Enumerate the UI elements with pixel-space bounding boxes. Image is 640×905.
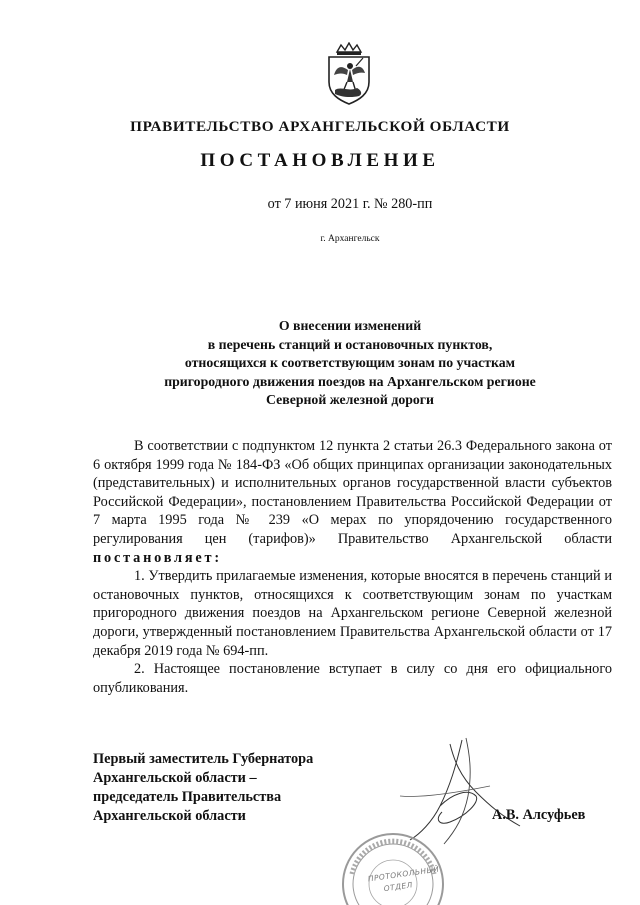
signer-position-line: Архангельской области – [93,770,257,786]
svg-text:ОТДЕЛ: ОТДЕЛ [383,880,414,894]
government-name: ПРАВИТЕЛЬСТВО АРХАНГЕЛЬСКОЙ ОБЛАСТИ [130,118,510,135]
arkhangelsk-coat-of-arms-icon [323,42,375,106]
title-line: в перечень станций и остановочных пунктов, [207,336,493,352]
document-title [0,317,640,410]
date-and-number: от 7 июня 2021 г. № 280-пп [267,196,433,212]
stamp-seal-icon [338,826,448,905]
title-line: пригородного движения поездов на Архангельском регионе [164,373,536,389]
item-1-paragraph: 1. Утвердить прилагаемые изменения, которые вносятся в перечень станций и остановочных пунктов, относящихся к соответствующим зонам по участкам пригородного движения поездов на Архангельском регионе Северной железной дороги, утвержденный постановлением Правительства Архангельской области от 17 декабря 2019 года № 694-пп. [93,568,612,659]
svg-text:ПРОТОКОЛЬНЫЙ: ПРОТОКОЛЬНЫЙ [367,864,440,884]
preamble-text: В соответствии с подпунктом 12 пункта 2 статьи 26.3 Федерального закона от 6 октября 1999 года № 184-ФЗ «Об общих принципах организации законодательных (представительных) и исполнительных органов государственной власти субъектов Российской Федерации», постановлением Правительства Российской Федерации от 7 марта 1995 года № 239 «О мерах по упорядочению государственного регулирования цен (тарифов)» Правительство Архангельской области [93,438,612,547]
decree-word: постановляет [93,549,215,566]
decree-colon: : [214,549,220,566]
document-type: ПОСТАНОВЛЕНИЕ [200,150,440,171]
signer-name: А.В. Алсуфьев [492,807,586,823]
document-body [93,437,612,697]
title-line: относящихся к соответствующим зонам по участкам [184,355,516,371]
signer-position-line: Архангельской области [93,808,246,824]
signer-position-line: председатель Правительства [93,789,282,805]
signer-position [93,750,313,826]
signer-position-line: Первый заместитель Губернатора [93,751,314,767]
city: г. Архангельск [320,234,380,244]
title-line: Северной железной дороги [265,392,434,408]
title-line: О внесении изменений [278,318,422,333]
item-2-paragraph: 2. Настоящее постановление вступает в силу со дня его официального опубликования. [93,661,612,696]
preamble-paragraph [93,437,612,567]
